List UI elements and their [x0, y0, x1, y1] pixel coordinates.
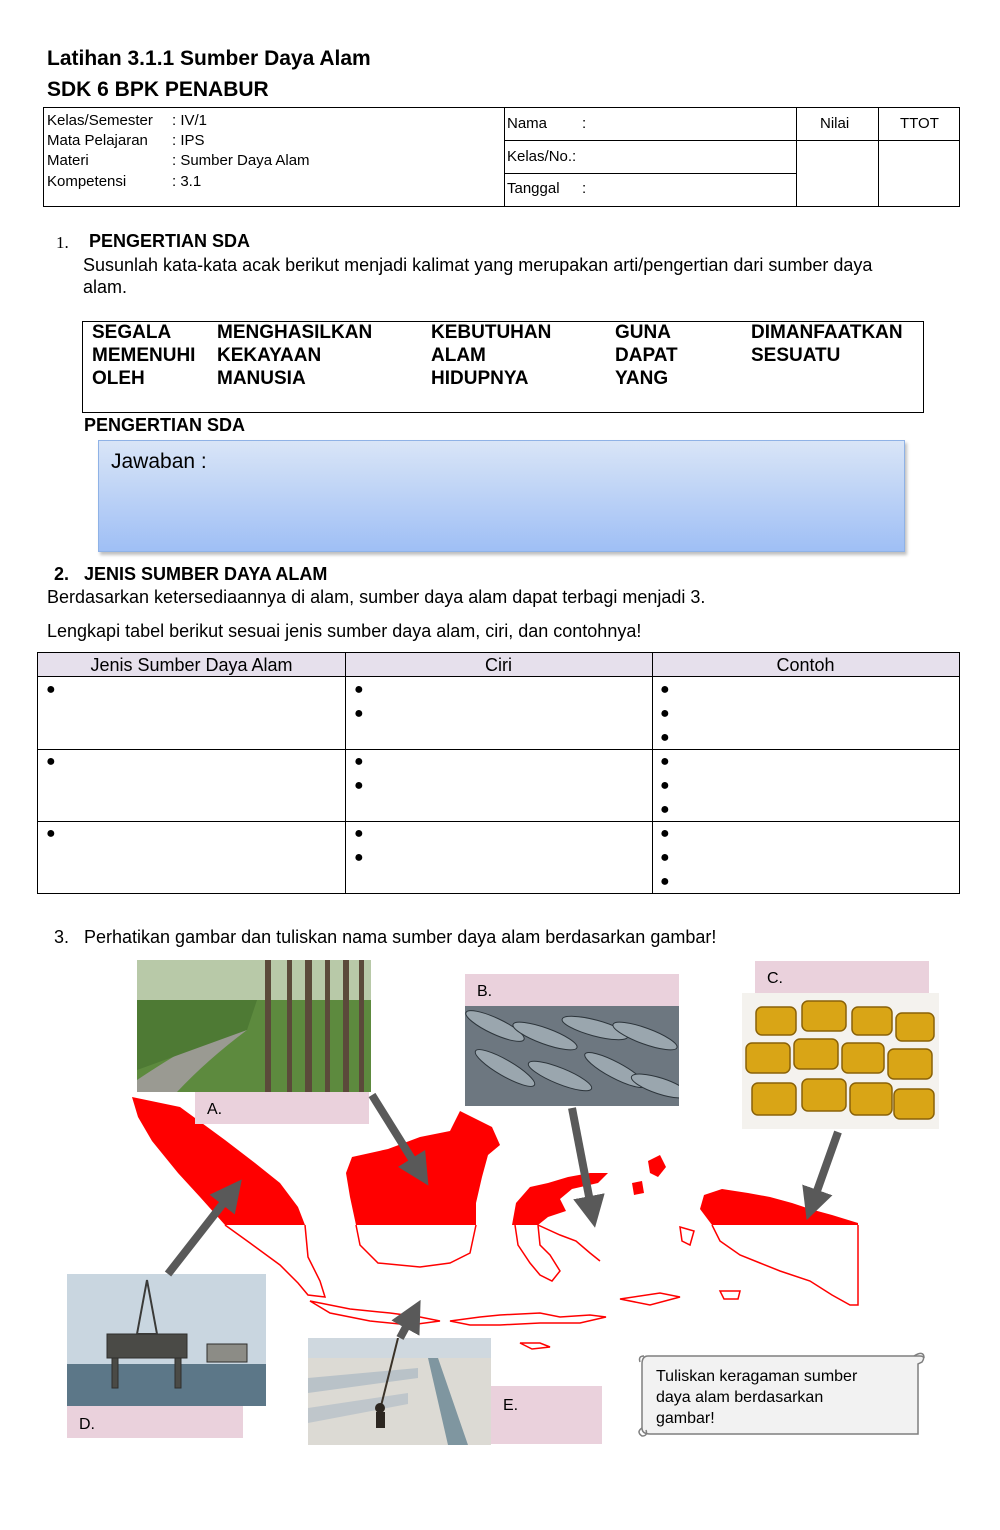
- section1-instruction: Susunlah kata-kata acak berikut menjadi kalimat yang merupakan arti/pengertian dari sumber daya: [83, 255, 873, 275]
- section2-heading: JENIS SUMBER DAYA ALAM: [84, 564, 328, 584]
- bullet: ●: [660, 729, 670, 746]
- nilai-label: Nilai: [820, 115, 850, 132]
- label-c: C.: [767, 970, 783, 987]
- callout-line: gambar!: [656, 1410, 715, 1427]
- bullet: ●: [354, 681, 364, 698]
- kelas-value: : IV/1: [172, 112, 208, 129]
- word[interactable]: ALAM: [431, 345, 486, 366]
- ttot-label: TTOT: [900, 115, 939, 132]
- bullet: ●: [46, 825, 56, 842]
- worksheet-title: Latihan 3.1.1 Sumber Daya Alam: [47, 47, 371, 70]
- word[interactable]: MANUSIA: [217, 368, 306, 389]
- bullet: ●: [660, 873, 670, 890]
- label-b: B.: [477, 983, 493, 1000]
- word[interactable]: DAPAT: [615, 345, 678, 366]
- section1-number: 1.: [56, 233, 69, 252]
- label-a: A.: [207, 1101, 223, 1118]
- section2-text: Berdasarkan ketersediaannya di alam, sumber daya alam dapat terbagi menjadi 3.: [47, 587, 706, 607]
- bullet: ●: [660, 849, 670, 866]
- materi-label: Materi: [47, 152, 89, 169]
- materi-value: : Sumber Daya Alam: [172, 152, 310, 169]
- bullet: ●: [660, 753, 670, 770]
- section2-number: 2.: [54, 564, 70, 584]
- bullet: ●: [660, 705, 670, 722]
- section1-subheading: PENGERTIAN SDA: [84, 415, 246, 435]
- arrow-a: [372, 1095, 420, 1172]
- scroll-callout: [636, 1350, 926, 1438]
- section1-heading: PENGERTIAN SDA: [89, 231, 251, 251]
- label-e: E.: [503, 1397, 519, 1414]
- arrow-d: [168, 1192, 232, 1274]
- kompetensi-label: Kompetensi: [47, 173, 127, 190]
- bullet: ●: [660, 681, 670, 698]
- bullet: ●: [46, 753, 56, 770]
- word[interactable]: GUNA: [615, 322, 671, 343]
- bullet: ●: [354, 825, 364, 842]
- arrow-b: [572, 1108, 592, 1212]
- word[interactable]: DIMANFAATKAN: [751, 322, 903, 343]
- label-d: D.: [79, 1416, 95, 1433]
- word[interactable]: SEGALA: [92, 322, 172, 343]
- column-header-jenis: Jenis Sumber Daya Alam: [90, 655, 293, 675]
- word[interactable]: HIDUPNYA: [431, 368, 529, 389]
- kompetensi-value: : 3.1: [172, 173, 202, 190]
- callout-line: daya alam berdasarkan: [656, 1389, 824, 1406]
- word[interactable]: YANG: [615, 368, 669, 389]
- tanggal-field[interactable]: :: [582, 180, 587, 197]
- arrow-c: [812, 1132, 838, 1205]
- word[interactable]: OLEH: [92, 368, 145, 389]
- school-name: SDK 6 BPK PENABUR: [47, 78, 269, 101]
- callout-line: Tuliskan keragaman sumber: [656, 1368, 858, 1385]
- nama-label: Nama: [507, 115, 548, 132]
- word[interactable]: KEBUTUHAN: [431, 322, 552, 343]
- bullet: ●: [660, 825, 670, 842]
- bullet: ●: [46, 681, 56, 698]
- bullet: ●: [354, 705, 364, 722]
- nama-field[interactable]: :: [582, 115, 587, 132]
- word[interactable]: MENGHASILKAN: [217, 322, 373, 343]
- section1-instruction-cont: alam.: [83, 277, 128, 297]
- column-header-ciri: Ciri: [485, 655, 512, 675]
- bullet: ●: [660, 777, 670, 794]
- bullet: ●: [354, 777, 364, 794]
- tanggal-label: Tanggal: [507, 180, 560, 197]
- bullet: ●: [660, 801, 670, 818]
- answer-label: Jawaban :: [111, 450, 207, 473]
- bullet: ●: [354, 849, 364, 866]
- section2-instruction: Lengkapi tabel berikut sesuai jenis sumber daya alam, ciri, dan contohnya!: [47, 621, 642, 641]
- section3-number: 3.: [54, 927, 70, 947]
- mapel-value: : IPS: [172, 132, 205, 149]
- mapel-label: Mata Pelajaran: [47, 132, 148, 149]
- word[interactable]: KEKAYAAN: [217, 345, 322, 366]
- section3-instruction: Perhatikan gambar dan tuliskan nama sumber daya alam berdasarkan gambar!: [84, 927, 717, 947]
- word[interactable]: MEMENUHI: [92, 345, 196, 366]
- word[interactable]: SESUATU: [751, 345, 841, 366]
- kelas-label: Kelas/Semester: [47, 112, 153, 129]
- column-header-contoh: Contoh: [776, 655, 835, 675]
- arrow-e: [400, 1314, 413, 1338]
- bullet: ●: [354, 753, 364, 770]
- kelasno-field[interactable]: Kelas/No.:: [507, 148, 577, 165]
